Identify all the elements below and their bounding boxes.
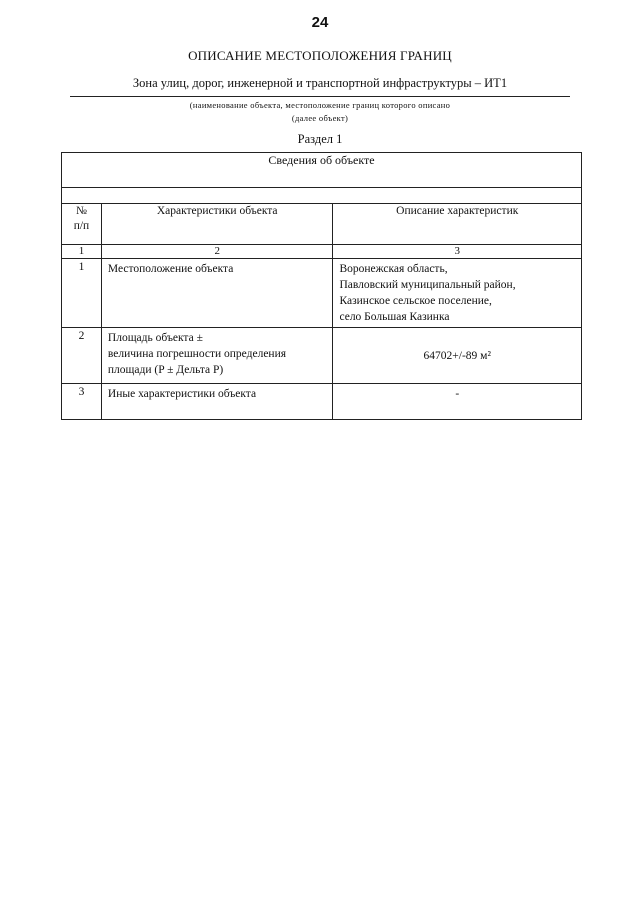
row-characteristic: Площадь объекта ± величина погрешности определения площади (P ± Дельта P) (101, 328, 333, 384)
table-header-row (62, 153, 582, 188)
document-title: ОПИСАНИЕ МЕСТОПОЛОЖЕНИЯ ГРАНИЦ (188, 48, 452, 63)
table-header: Сведения об объекте (62, 153, 582, 188)
object-name-underline (70, 96, 570, 97)
object-name-caption (0, 99, 640, 125)
column-number: 1 (62, 245, 102, 259)
column-number: 2 (101, 245, 333, 259)
column-number: 3 (333, 245, 582, 259)
column-header-description: Описание характеристик (333, 204, 582, 245)
row-number: 2 (62, 328, 102, 384)
object-info-table (61, 152, 582, 420)
table-row (62, 259, 582, 328)
row-description: - (333, 384, 582, 420)
column-header-characteristic: Характеристики объекта (101, 204, 333, 245)
table-row (62, 384, 582, 420)
table-row (62, 328, 582, 384)
row-description: Воронежская область, Павловский муниципальный район, Казинское сельское поселение, село Большая Казинка (333, 259, 582, 328)
section-title: Раздел 1 (297, 132, 343, 146)
row-characteristic: Местоположение объекта (101, 259, 333, 328)
table-empty-row (62, 188, 582, 204)
row-description: 64702+/-89 м² (333, 328, 582, 384)
column-header-row (62, 204, 582, 245)
column-header-number: № п/п (62, 204, 102, 245)
column-number-row (62, 245, 582, 259)
caption-line-1: (наименование объекта, местоположение границ которого описано (189, 100, 451, 110)
row-characteristic: Иные характеристики объекта (101, 384, 333, 420)
row-number: 1 (62, 259, 102, 328)
caption-line-2: (далее объект) (291, 113, 349, 123)
page-number: 24 (311, 14, 329, 31)
object-name: Зона улиц, дорог, инженерной и транспортной инфраструктуры – ИТ1 (132, 76, 508, 90)
row-number: 3 (62, 384, 102, 420)
